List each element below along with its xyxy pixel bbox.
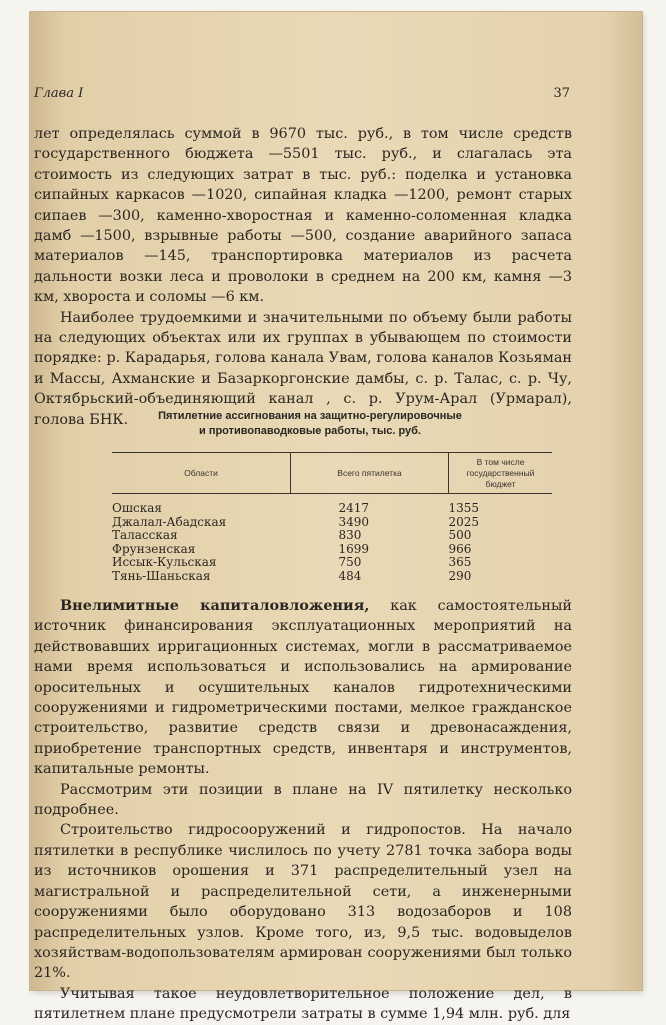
- cell-state: 966: [448, 541, 472, 556]
- cell-total: 830: [338, 528, 362, 543]
- table-row: [112, 516, 552, 530]
- table-caption-line: и противопаводковые работы, тыс. руб.: [199, 425, 421, 437]
- table-caption: [90, 409, 530, 439]
- allocations-table: [112, 452, 552, 584]
- cell-region: Джалал-Абадская: [112, 514, 227, 529]
- column-header-total: Всего пятилетка: [291, 453, 449, 494]
- paragraph: Рассмотрим эти позиции в плане на IV пятилетку несколько подробнее.: [34, 781, 572, 819]
- table-row: [112, 529, 552, 543]
- cell-state: 365: [448, 555, 472, 570]
- paragraph: [34, 596, 572, 780]
- cell-region: Ошская: [112, 501, 162, 515]
- cell-state: 500: [448, 528, 472, 543]
- running-header: [34, 86, 570, 106]
- column-header-state-budget: В том числе государственный бюджет: [449, 453, 553, 494]
- chapter-label: Глава I: [34, 86, 84, 101]
- paragraph: Учитывая такое неудовлетворительное положение дел, в пятилетнем плане предусмотрели затраты в сумме 1,94 млн. руб. для: [34, 985, 572, 1023]
- cell-total: 3490: [338, 514, 370, 529]
- table-row: [112, 494, 552, 516]
- cell-state: 1355: [448, 501, 480, 515]
- column-header-region: Области: [112, 453, 291, 494]
- paragraph: лет определялась суммой в 9670 тыс. руб., в том числе средств государственного бюджета —5501 тыс. руб., и слагалась эта стоимость из следующих затрат в тыс. руб.: поделка и установка сипайных каркасов —1020, сипайная кладка —1200, ремонт старых сипаев —300, каменно-хворостная и каменно-соломенная кладка дамб —1500, взрывные работы —500, создание аварийного запаса материалов —145, транспортировка материалов из расчета дальности возки леса и проволоки в среднем на 200 км, камня —3 км, хвороста и соломы —6 км.: [34, 126, 572, 306]
- bold-term: Внелимитные капиталовложения,: [60, 597, 370, 614]
- page-number: 37: [553, 86, 570, 101]
- cell-region: Иссык-Кульская: [112, 555, 217, 570]
- paragraph: Наиболее трудоемкими и значительными по объему были работы на следующих объектах или их группах в убывающем по стоимости порядке: р. Карадарья, голова канала Увам, голова каналов Козьяман и Массы, Ахманские и Базаркоргонские дамбы, с. р. Талас, с. р. Чу, Октябрьский-объединяющий канал , с. р. Урум-Арал (Урмарал), голова БНК.: [34, 309, 572, 428]
- cell-total: 750: [338, 555, 362, 570]
- table-row: [112, 556, 552, 570]
- table-row: [112, 570, 552, 584]
- text-block-top: [34, 124, 572, 430]
- paragraph: Строительство гидросооружений и гидропостов. На начало пятилетки в республике числилось по учету 2781 точка забора воды из источников орошения и 371 распределительный узел на магистральной и распределительной сети, а инженерными сооружениями было оборудовано 313 водозаборов и 108 распределительных узлов. Кроме того, из, 9,5 тыс. водовыделов хозяйствам-водопользователям армирован сооружениями был только 21%.: [34, 822, 572, 982]
- paragraph-text: как самостоятельный источник финансирования эксплуатационных мероприятий на действовавших ирригационных системах, могли в рассматриваемое нами время использоваться и использовались на армирование оросительных и осушительных каналов гидротехническими сооружениями и гидрометрическими постами, мелкое гражданское строительство, развитие средств связи и древонасаждения, приобретение транспортных средств, инвентаря и инструментов, капитальные ремонты.: [34, 598, 572, 778]
- cell-state: 2025: [448, 514, 480, 529]
- text-block-bottom: [34, 596, 572, 1025]
- cell-region: Тянь-Шаньская: [112, 568, 211, 583]
- cell-region: Таласская: [112, 528, 178, 543]
- table-caption-line: Пятилетние ассигнования на защитно-регулировочные: [158, 410, 462, 422]
- cell-state: 290: [448, 568, 472, 583]
- cell-total: 1699: [338, 541, 370, 556]
- cell-region: Фрунзенская: [112, 541, 196, 556]
- table-row: [112, 543, 552, 557]
- cell-total: 484: [338, 568, 362, 583]
- cell-total: 2417: [338, 501, 370, 515]
